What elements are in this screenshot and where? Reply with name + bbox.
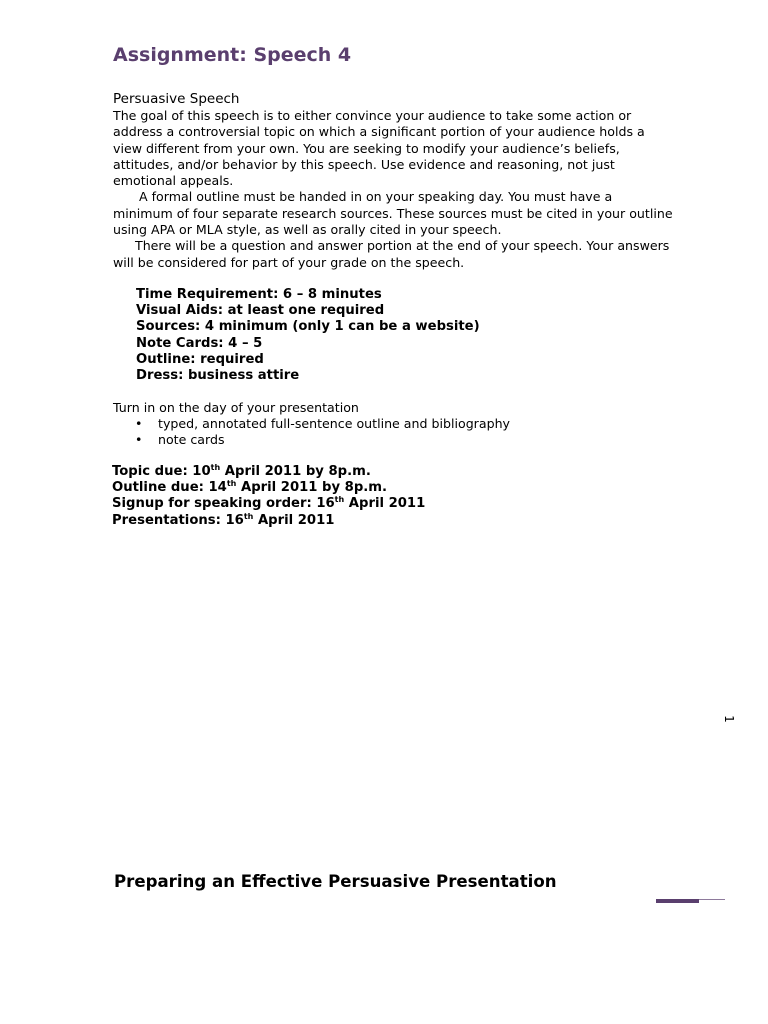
turn-in-section [113, 400, 510, 449]
paragraph-outline: A formal outline must be handed in on your speaking day. You must have a minimum of four separate research sources. These sources must be cited in your outline using APA or MLA style, as well as orally cited in your speech. [113, 189, 673, 238]
date-signup: Signup for speaking order: 16th April 2011 [112, 495, 426, 512]
requirement-note-cards: Note Cards: 4 – 5 [136, 335, 263, 351]
turn-in-item-outline: typed, annotated full-sentence outline and bibliography [158, 416, 511, 432]
turn-in-item-note-cards: note cards [158, 432, 225, 448]
list-item [113, 432, 510, 448]
due-dates [112, 464, 425, 529]
requirement-dress: Dress: business attire [136, 368, 300, 384]
date-outline: Outline due: 14th April 2011 by 8p.m. [112, 479, 388, 496]
bullet-icon: • [135, 432, 143, 448]
date-topic: Topic due: 10th April 2011 by 8p.m. [112, 463, 371, 479]
requirement-visual-aids: Visual Aids: at least one required [136, 303, 385, 319]
section-subheading: Persuasive Speech [113, 91, 240, 107]
date-presentations: Presentations: 16th April 2011 [112, 511, 335, 528]
page-number: 1 [722, 715, 736, 723]
turn-in-list [113, 416, 510, 448]
paragraph-qa: There will be a question and answer portion at the end of your speech. Your answers will be considered for part of your grade on the speech. [113, 238, 670, 270]
next-section-heading: Preparing an Effective Persuasive Presentation [114, 872, 557, 891]
paragraph-goal: The goal of this speech is to either convince your audience to take some action or address a controversial topic on which a significant portion of your audience holds a view different from your own. You are seeking to modify your audience’s beliefs, attitudes, and/or behavior by this speech. Use evidence and reasoning, not just emotional appeals. [113, 108, 645, 189]
turn-in-intro: Turn in on the day of your presentation [113, 400, 359, 415]
requirements-list [136, 287, 480, 384]
accent-rule-thin [699, 899, 725, 900]
requirement-sources: Sources: 4 minimum (only 1 can be a website) [136, 319, 480, 335]
accent-rule [656, 899, 699, 903]
requirement-time: Time Requirement: 6 – 8 minutes [136, 287, 382, 302]
requirement-outline: Outline: required [136, 351, 264, 367]
bullet-icon: • [135, 416, 143, 432]
list-item [113, 416, 510, 432]
body-text [113, 108, 673, 271]
page-title: Assignment: Speech 4 [113, 44, 352, 66]
